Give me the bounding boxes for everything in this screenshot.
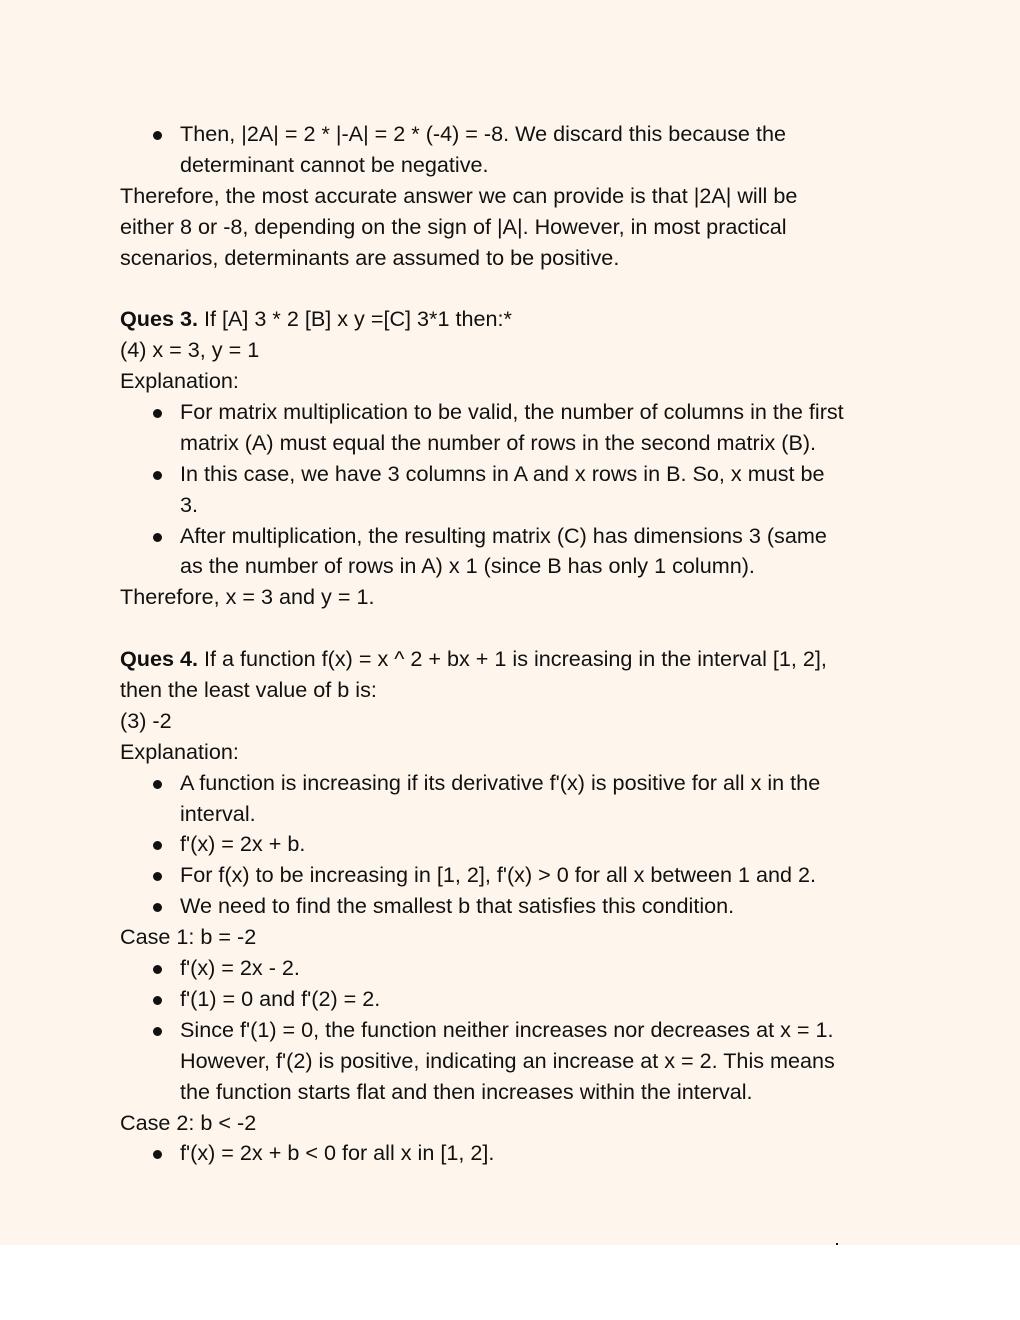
text-span: f'(1) = 0 and f'(2) = 2. [180,985,381,1011]
question-label: Ques 3. [120,306,199,332]
bullet-icon [153,841,162,850]
text-line [180,768,920,799]
blank-line [120,273,920,304]
bullet-item [120,768,920,830]
text-span: Then, |2A| = 2 * |-A| = 2 * (-4) = -8. We discard this because the [180,121,786,146]
text-span: Case 1: b = -2 [120,924,257,950]
text-span: matrix (A) must equal the number of rows in the second matrix (B). [180,429,817,455]
text-span: 3. [180,491,199,517]
text-line [120,181,920,212]
bullet-icon [153,996,162,1005]
bullet-icon [153,471,162,480]
bullet-icon [153,780,162,789]
text-line [180,521,920,552]
bullet-item [120,860,920,891]
bullet-item [120,829,920,860]
question-label: Ques 4. [120,646,199,672]
text-line [120,582,920,613]
text-line [120,706,920,737]
text-line [180,860,920,891]
question-heading [120,644,920,706]
text-line [180,428,920,459]
text-span: f'(x) = 2x + b. [180,831,306,857]
bullet-item [120,1138,920,1169]
bullet-icon [153,965,162,974]
question-heading [120,304,920,335]
blank-line [120,613,920,644]
text-span: the function starts flat and then increases within the interval. [180,1078,753,1104]
text-line [120,212,920,243]
text-line [120,366,920,397]
text-line [180,397,920,428]
text-span: interval. [180,800,256,826]
text-span: then the least value of b is: [120,677,377,703]
text-line [180,1046,920,1077]
text-span: as the number of rows in A) x 1 (since B has only 1 column). [180,553,755,579]
bullet-icon [153,1150,162,1159]
page-mark [836,1243,838,1245]
text-line [120,335,920,366]
text-span: Explanation: [120,368,239,394]
text-span: (4) x = 3, y = 1 [120,337,260,363]
paragraph [120,181,920,274]
text-line [180,490,920,521]
text-span: f'(x) = 2x - 2. [180,955,300,981]
bullet-icon [153,409,162,418]
text-line [180,1077,920,1108]
paragraph [120,706,920,768]
text-line [120,675,920,706]
text-span: Case 2: b < -2 [120,1109,257,1135]
paragraph [120,922,920,953]
text-line [180,953,920,984]
text-span: Since f'(1) = 0, the function neither increases nor decreases at x = 1. [180,1016,834,1042]
text-span: either 8 or -8, depending on the sign of |A|. However, in most practical [120,213,787,239]
text-span: determinant cannot be negative. [180,151,489,177]
text-line [180,551,920,582]
text-span: scenarios, determinants are assumed to be positive. [120,244,620,270]
paragraph [120,582,920,613]
bullet-item [120,891,920,922]
bullet-item [120,953,920,984]
text-span: Explanation: [120,738,239,764]
text-span: f'(x) = 2x + b < 0 for all x in [1, 2]. [180,1140,495,1166]
document-body [120,119,920,1169]
bullet-item [120,1015,920,1108]
text-span: We need to find the smallest b that satisfies this condition. [180,893,735,919]
bullet-icon [153,872,162,881]
bullet-icon [153,1027,162,1036]
text-span: A function is increasing if its derivative f'(x) is positive for all x in the [180,769,821,795]
bullet-item [120,119,920,181]
text-line [180,984,920,1015]
bullet-icon [153,903,162,912]
paragraph [120,335,920,397]
text-line [120,644,920,675]
text-line [180,1138,920,1169]
bullet-icon [153,533,162,542]
text-line [180,119,920,150]
text-line [180,459,920,490]
text-span: However, f'(2) is positive, indicating an increase at x = 2. This means [180,1047,835,1073]
text-line [120,1108,920,1139]
paragraph [120,1108,920,1139]
text-line [120,737,920,768]
bullet-item [120,521,920,583]
text-span: In this case, we have 3 columns in A and x rows in B. So, x must be [180,460,825,486]
text-span: Therefore, x = 3 and y = 1. [120,584,375,610]
text-span: (3) -2 [120,707,172,733]
bullet-item [120,984,920,1015]
text-line [180,891,920,922]
text-span: After multiplication, the resulting matrix (C) has dimensions 3 (same [180,522,827,548]
text-line [180,150,920,181]
text-line [180,1015,920,1046]
text-line [120,922,920,953]
bullet-item [120,397,920,459]
text-span: If a function f(x) = x ^ 2 + bx + 1 is increasing in the interval [1, 2], [198,646,827,672]
text-line [120,243,920,274]
bullet-item [120,459,920,521]
text-line [180,799,920,830]
text-span: For matrix multiplication to be valid, the number of columns in the first [180,399,844,425]
bullet-icon [153,131,162,140]
text-line [180,829,920,860]
text-line [120,304,920,335]
text-span: If [A] 3 * 2 [B] x y =[C] 3*1 then:* [198,306,512,332]
text-span: Therefore, the most accurate answer we can provide is that |2A| will be [120,182,798,208]
text-span: For f(x) to be increasing in [1, 2], f'(x) > 0 for all x between 1 and 2. [180,862,817,888]
